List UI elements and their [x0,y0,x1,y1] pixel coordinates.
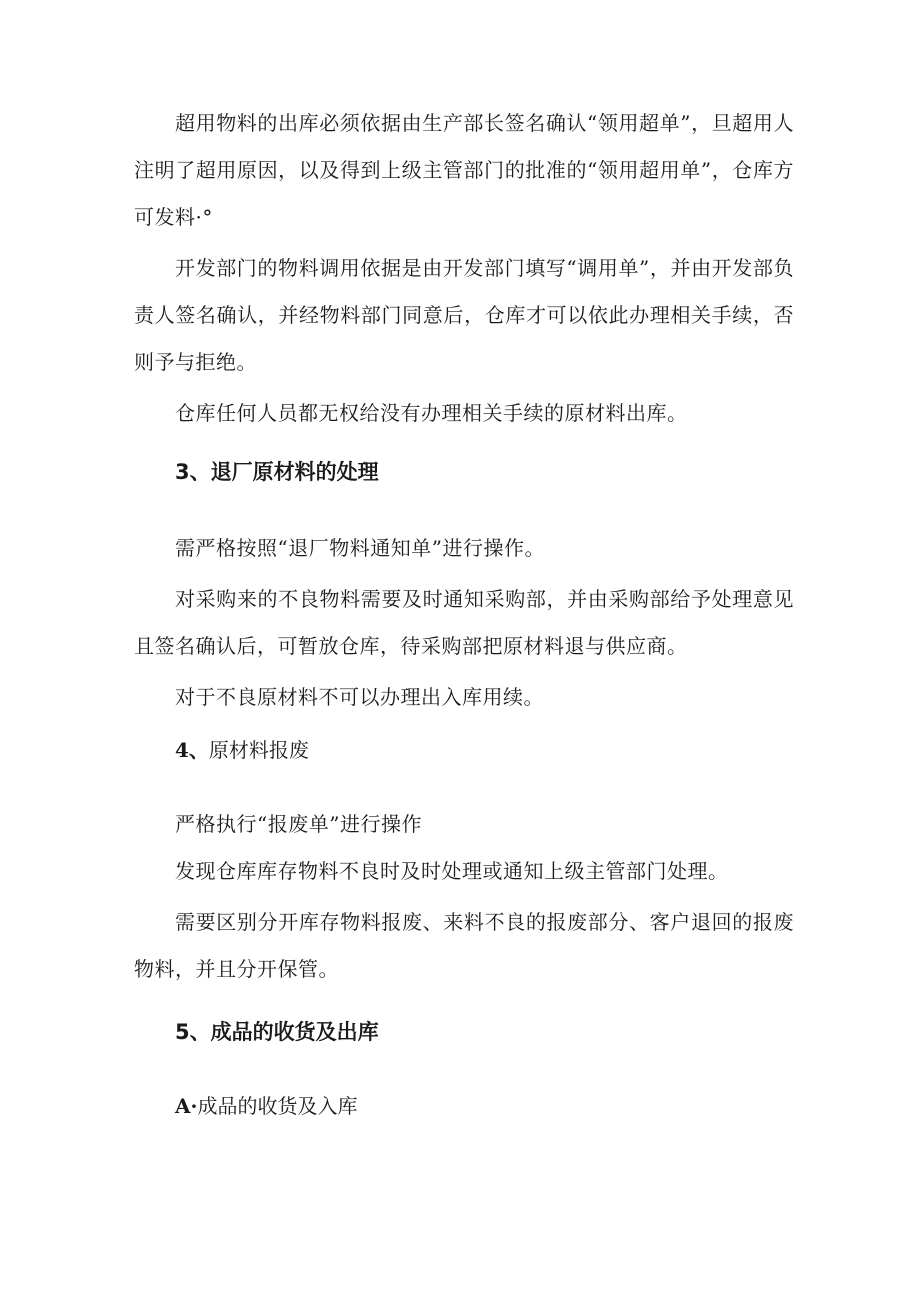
paragraph-scrap-form: 严格执行“报废单”进行操作 [175,812,422,836]
paragraph-dev-transfer: 开发部门的物料调用依据是由开发部门填写“调用单”，并由开发部负责人签名确认，并经物料部门同意后，仓库才可以依此办理相关手续，否则予与拒绝。 [134,256,794,374]
section-heading-a-text: 成品的收货及入库 [197,1094,358,1118]
document-body [134,100,794,1121]
paragraph-defective-no-entry: 对于不良原材料不可以办理出入库用续。 [175,685,544,709]
paragraph-overuse-issue: 超用物料的出库必须依据由生产部长签名确认“领用超单”，旦超用人注明了超用原因，以及得到上级主管部门的批准的“领用超用单”，仓库方可发料·° [134,111,794,229]
section-heading-4 [134,735,794,765]
section-heading-3: 3、退厂原材料的处理 [175,460,379,484]
section-heading-4-number: 4、 [175,738,209,762]
section-heading-5: 5、成品的收货及出库 [175,1020,379,1044]
paragraph-return-notice: 需严格按照“退厂物料通知单”进行操作。 [175,536,545,560]
section-heading-a-label: A· [175,1094,198,1118]
section-heading-a [134,1091,794,1121]
paragraph-scrap-separation: 需要区别分开库存物料报废、来料不良的报废部分、客户退回的报废物料，并且分开保管。 [134,910,794,981]
paragraph-defective-purchase: 对采购来的不良物料需要及时通知采购部，并由采购部给予处理意见且签名确认后，可暂放仓库，待采购部把原材料退与供应商。 [134,587,794,658]
paragraph-stock-defect: 发现仓库库存物料不良时及时处理或通知上级主管部门处理。 [175,859,729,883]
paragraph-no-authority: 仓库任何人员都无权给没有办理相关手续的原材料出库。 [175,401,688,425]
section-heading-4-text: 原材料报废 [208,738,309,762]
